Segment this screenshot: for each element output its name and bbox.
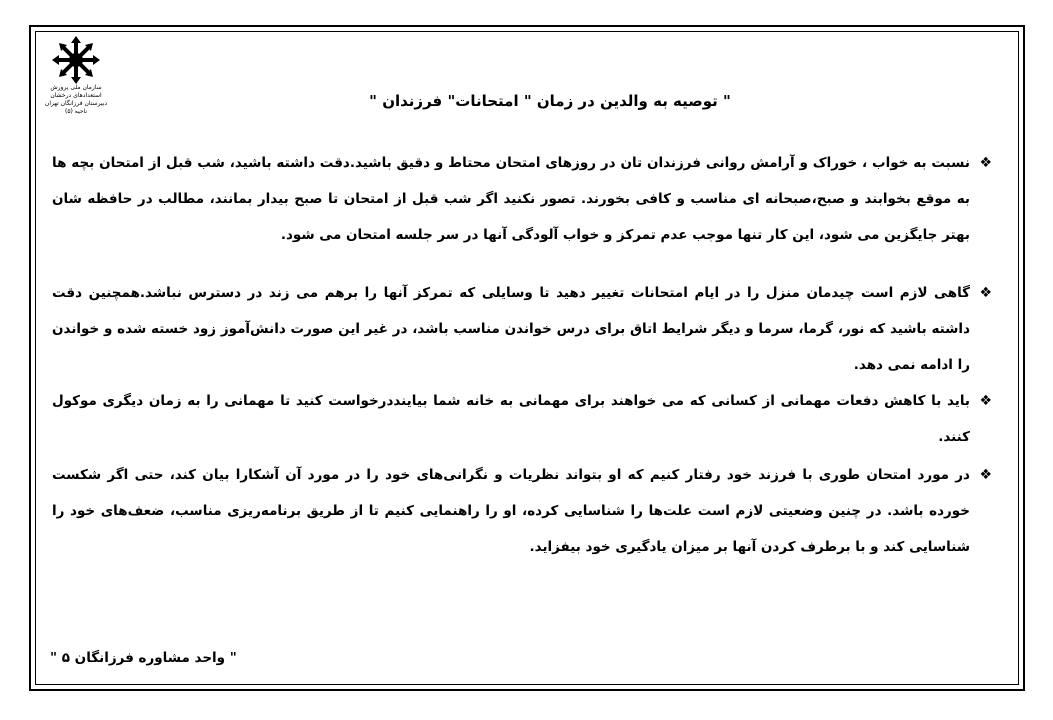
advice-text: گاهی لازم است چیدمان منزل را در ایام امتحانات تغییر دهید تا وسایلی که تمرکز آنها را برهم می زند در دسترس نباشد.همچنین دقت داشته باشید که نور، گرما، سرما و دیگر شرایط اتاق برای درس خواندن مناسب باشد، در غیر این صورت دانش‌آموز زود خسته شده و خواندن را ادامه نمی دهد.: [52, 285, 970, 373]
advice-item-guests: [52, 383, 992, 455]
logo-caption: [40, 84, 112, 116]
snowflake-emblem-icon: [52, 36, 100, 84]
advice-text: باید با کاهش دفعات مهمانی از کسانی که می خواهند برای مهمانی به خانه شما بیاینددرخواست کنید تا مهمانی را به زمان دیگری موکول کنند.: [52, 393, 970, 445]
advice-item-sleep-food: [52, 145, 992, 253]
advice-item-communication: [52, 457, 992, 565]
page-title: " توصیه به والدین در زمان " امتحانات" فرزندان ": [369, 92, 731, 110]
advice-text: در مورد امتحان طوری با فرزند خود رفتار کنیم که او بتواند نظریات و نگرانی‌های خود را در مورد آن آشکارا بیان کند، حتی اگر شکست خورده باشد. در چنین وضعیتی لازم است علت‌ها را شناسایی کرده، او را راهنمایی کنیم تا از طریق برنامه‌ریزی مناسب، ضعف‌های خود را شناسایی کند و با برطرف کردن آنها بر میزان یادگیری خود بیفزاید.: [52, 467, 970, 555]
advice-list: [52, 145, 992, 565]
diamond-bullet-icon: ❖: [979, 285, 992, 301]
advice-item-home-layout: [52, 275, 992, 383]
diamond-bullet-icon: ❖: [979, 393, 992, 409]
diamond-bullet-icon: ❖: [979, 155, 992, 171]
advice-text: نسبت به خواب ، خوراک و آرامش روانی فرزندان تان در روزهای امتحان محتاط و دقیق باشید.دقت داشته باشید، شب قبل از امتحان بچه ها به موقع بخوابند و صبح،صبحانه ای مناسب و کافی بخورند. تصور نکنید اگر شب قبل از امتحان تا صبح بیدار بمانند، مطالب در حافظه شان بهتر جایگزین می شود، این کار تنها موجب عدم تمرکز و خواب آلودگی آنها در سر جلسه امتحان می شود.: [52, 155, 970, 243]
school-logo: [40, 36, 112, 115]
logo-caption-line-2: دبیرستان فرزانگان تهران ناحیه (۵): [44, 100, 108, 115]
footer-signature: " واحد مشاوره فرزانگان ۵ ": [50, 650, 237, 666]
diamond-bullet-icon: ❖: [979, 467, 992, 483]
logo-caption-line-1: سازمان ملی پرورش استعدادهای درخشان: [50, 84, 102, 99]
